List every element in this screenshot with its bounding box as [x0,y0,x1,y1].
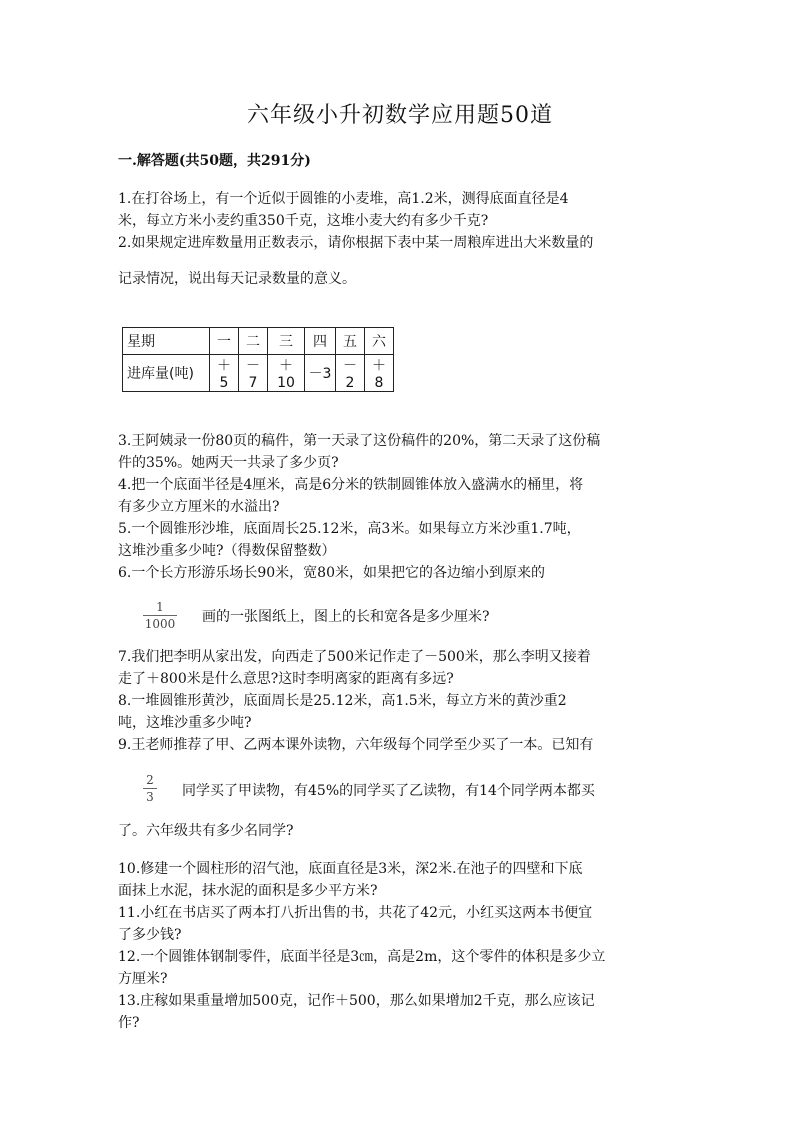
table-cell: 三 [268,328,305,355]
table-cell: 一 [210,328,239,355]
grain-record-table [122,327,394,392]
question-1-line-2: 米，每立方米小麦约重350千克，这堆小麦大约有多少千克? [118,213,489,229]
table-header-row [123,328,394,355]
table-row [123,355,394,392]
question-9-line-2: 同学买了甲读物，有45%的同学买了乙读物，有14个同学两本都买 [182,783,595,799]
question-2-line-1: 2.如果规定进库数量用正数表示，请你根据下表中某一周粮库进出大米数量的 [118,235,594,251]
table-cell: 进库量(吨) [123,355,210,392]
table-cell: 二 [239,328,268,355]
question-6-line-1: 6.一个长方形游乐场长90米，宽80米，如果把它的各边缩小到原来的 [118,565,545,581]
section-heading: 一.解答题(共50题，共291分) [118,153,311,169]
table-cell: －2 [336,355,365,392]
fraction-denominator: 1000 [144,617,176,631]
question-7-line-1: 7.我们把李明从家出发，向西走了500米记作走了－500米，那么李明又接着 [118,649,591,665]
question-9-line-1: 9.王老师推荐了甲、乙两本课外读物，六年级每个同学至少买了一本。已知有 [118,737,594,753]
question-3-line-1: 3.王阿姨录一份80页的稿件，第一天录了这份稿件的20%，第二天录了这份稿 [118,433,601,449]
question-12-line-1: 12.一个圆锥体钢制零件，底面半径是3㎝，高是2m，这个零件的体积是多少立 [118,949,606,965]
question-6-line-2: 画的一张图纸上，图上的长和宽各是多少厘米? [202,609,490,625]
question-3-line-2: 件的35%。她两天一共录了多少页? [118,455,339,471]
question-4-line-1: 4.把一个底面半径是4厘米，高是6分米的铁制圆锥体放入盛满水的桶里，将 [118,477,584,493]
question-13-line-1: 13.庄稼如果重量增加500克，记作＋500，那么如果增加2千克，那么应该记 [118,993,595,1009]
table-cell: ＋8 [365,355,394,392]
question-7-line-2: 走了＋800米是什么意思?这时李明离家的距离有多远? [118,671,454,687]
fraction-bar [143,788,157,789]
question-11-line-2: 了多少钱? [118,927,182,943]
question-1-line-1: 1.在打谷场上，有一个近似于圆锥的小麦堆，高1.2米，测得底面直径是4 [118,191,569,207]
fraction-numerator: 1 [156,600,164,614]
table-cell: ＋10 [268,355,305,392]
fraction-two-thirds [143,773,157,804]
page-title: 六年级小升初数学应用题50道 [247,103,553,128]
question-5-line-1: 5.一个圆锥形沙堆，底面周长25.12米，高3米。如果每立方米沙重1.7吨， [118,521,581,537]
question-10-line-2: 面抹上水泥，抹水泥的面积是多少平方米? [118,883,378,899]
table-cell: －7 [239,355,268,392]
table-cell: 五 [336,328,365,355]
table-cell: 星期 [123,328,210,355]
fraction-bar [143,615,177,616]
table-cell: ＋5 [210,355,239,392]
question-11-line-1: 11.小红在书店买了两本打八折出售的书，共花了42元，小红买这两本书便宜 [118,905,593,921]
fraction-denominator: 3 [146,790,154,804]
question-10-line-1: 10.修建一个圆柱形的沼气池，底面直径是3米，深2米.在池子的四壁和下底 [118,861,583,877]
question-4-line-2: 有多少立方厘米的水溢出? [118,499,280,515]
table-cell: －3 [305,355,336,392]
fraction-numerator: 2 [146,773,154,787]
fraction-one-thousandth [143,600,177,631]
question-8-line-1: 8.一堆圆锥形黄沙，底面周长是25.12米，高1.5米，每立方米的黄沙重2 [118,693,567,709]
question-12-line-2: 方厘米? [118,971,168,987]
question-13-line-2: 作? [118,1015,140,1031]
question-9-line-3: 了。六年级共有多少名同学? [118,823,294,839]
table-cell: 四 [305,328,336,355]
question-8-line-2: 吨，这堆沙重多少吨? [118,715,252,731]
table-cell: 六 [365,328,394,355]
question-2-line-2: 记录情况，说出每天记录数量的意义。 [118,271,356,287]
question-5-line-2: 这堆沙重多少吨?（得数保留整数） [118,543,336,559]
